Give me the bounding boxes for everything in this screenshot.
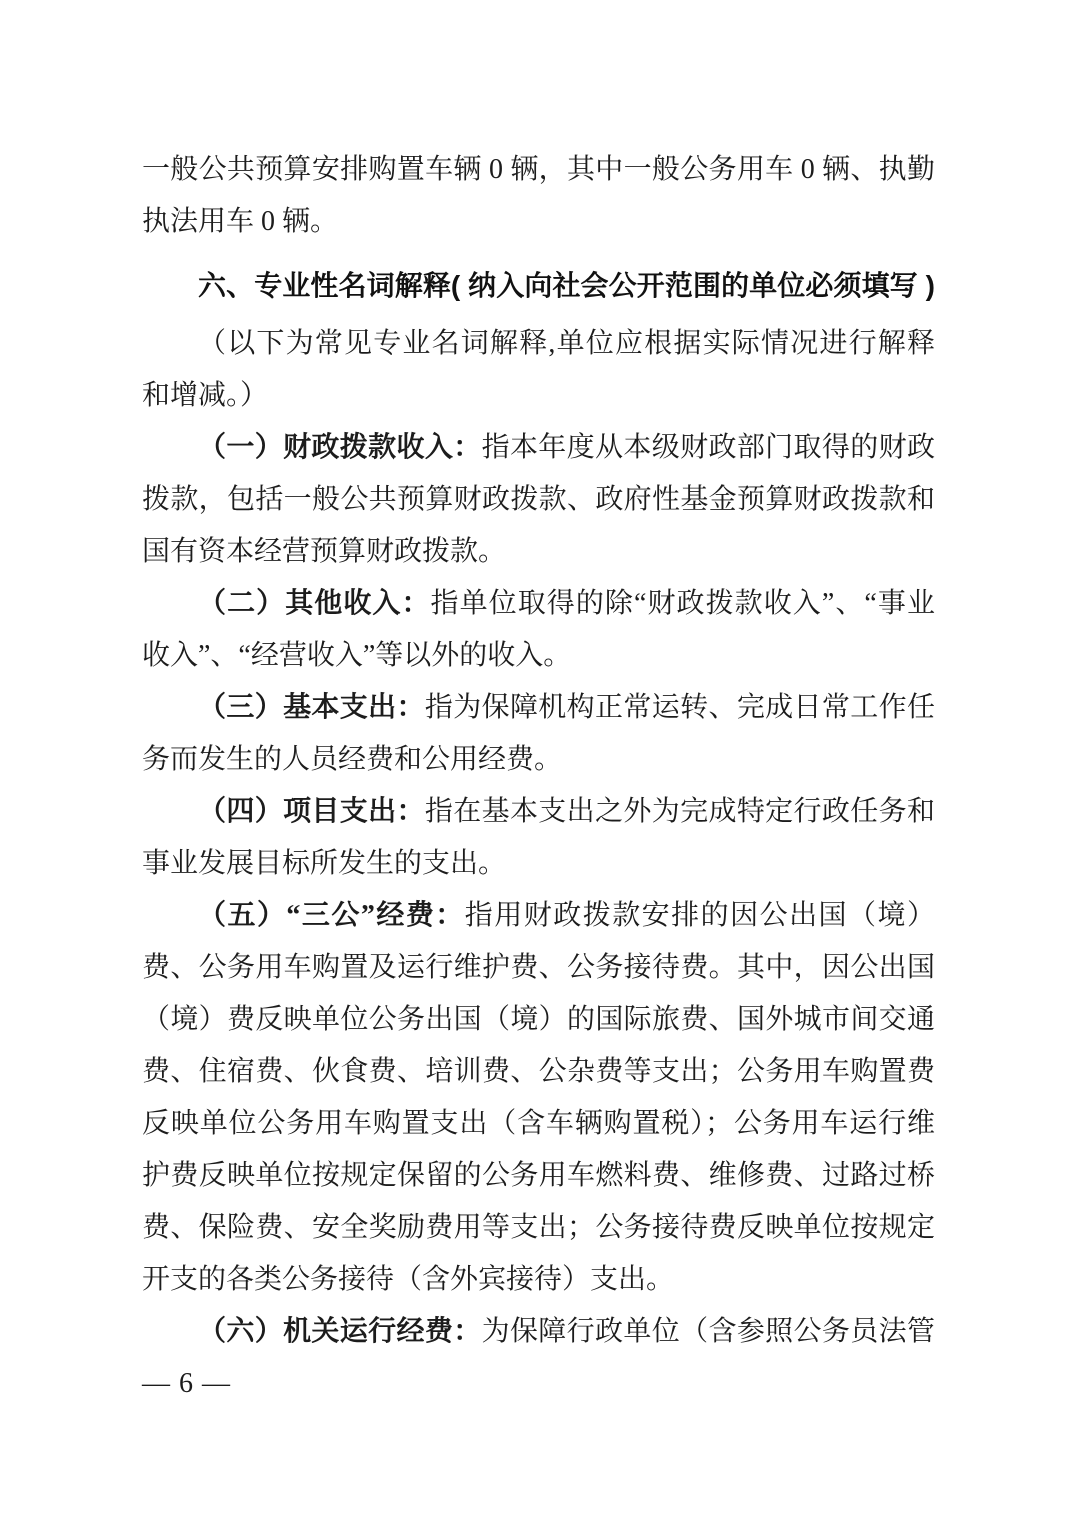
text-segment: 指单位取得的除“财政拨款收入”、“事业 <box>430 588 935 619</box>
text-line <box>142 682 935 734</box>
section-heading <box>142 260 935 312</box>
term-label: （五）“三公”经费： <box>198 900 465 931</box>
text-line <box>142 890 935 942</box>
text-line <box>142 144 935 196</box>
text-line <box>142 526 935 578</box>
text-segment: 国有资本经营预算财政拨款。 <box>142 536 507 567</box>
text-line <box>142 1254 935 1306</box>
term-label: （一）财政拨款收入： <box>198 432 482 463</box>
text-segment: 费、住宿费、伙食费、培训费、公杂费等支出；公务用车购置费 <box>142 1056 935 1087</box>
text-segment: 费、保险费、安全奖励费用等支出；公务接待费反映单位按规定 <box>142 1212 935 1243</box>
text-segment: 护费反映单位按规定保留的公务用车燃料费、维修费、过路过桥 <box>142 1160 935 1191</box>
text-segment: 拨款，包括一般公共预算财政拨款、政府性基金预算财政拨款和 <box>142 484 935 515</box>
text-line <box>142 578 935 630</box>
term-label: （四）项目支出： <box>198 796 425 827</box>
text-line <box>142 370 935 422</box>
text-line <box>142 474 935 526</box>
text-line <box>142 1150 935 1202</box>
text-segment: 执法用车 0 辆。 <box>142 206 339 237</box>
text-line <box>142 1046 935 1098</box>
text-segment: 事业发展目标所发生的支出。 <box>142 848 507 879</box>
text-line <box>142 994 935 1046</box>
text-segment: 费、公务用车购置及运行维护费、公务接待费。其中，因公出国 <box>142 952 935 983</box>
document-content <box>142 144 935 1410</box>
text-segment: 为保障行政单位（含参照公务员法管 <box>481 1316 935 1347</box>
text-segment: 指本年度从本级财政部门取得的财政 <box>481 432 935 463</box>
text-line <box>142 1202 935 1254</box>
text-line <box>142 318 935 370</box>
text-segment: 和增减。） <box>142 380 269 411</box>
text-segment: （以下为常见专业名词解释,单位应根据实际情况进行解释 <box>198 328 935 359</box>
text-line <box>142 422 935 474</box>
text-segment: 指在基本支出之外为完成特定行政任务和 <box>424 796 935 827</box>
document-body <box>142 144 935 1358</box>
text-line <box>142 1306 935 1358</box>
term-label: （六）机关运行经费： <box>198 1316 482 1347</box>
text-line <box>142 196 935 248</box>
page-number: — 6 — <box>142 1368 231 1399</box>
text-line <box>142 1098 935 1150</box>
text-segment: 一般公共预算安排购置车辆 0 辆，其中一般公务用车 0 辆、执勤 <box>142 154 935 185</box>
text-line <box>142 942 935 994</box>
text-line <box>142 838 935 890</box>
term-label: 六、专业性名词解释( 纳入向社会公开范围的单位必须填写 ) <box>198 270 935 301</box>
text-segment: （境）费反映单位公务出国（境）的国际旅费、国外城市间交通 <box>142 1004 935 1035</box>
text-segment: 指为保障机构正常运转、完成日常工作任 <box>424 692 935 723</box>
text-segment: 开支的各类公务接待（含外宾接待）支出。 <box>142 1264 675 1295</box>
text-segment: 收入”、“经营收入”等以外的收入。 <box>142 640 572 671</box>
text-segment: 务而发生的人员经费和公用经费。 <box>142 744 563 775</box>
text-line <box>142 630 935 682</box>
text-segment: 指用财政拨款安排的因公出国（境） <box>464 900 935 931</box>
term-label: （二）其他收入： <box>198 588 431 619</box>
term-label: （三）基本支出： <box>198 692 425 723</box>
text-line <box>142 786 935 838</box>
text-line <box>142 734 935 786</box>
text-segment: 反映单位公务用车购置支出（含车辆购置税）；公务用车运行维 <box>142 1108 935 1139</box>
